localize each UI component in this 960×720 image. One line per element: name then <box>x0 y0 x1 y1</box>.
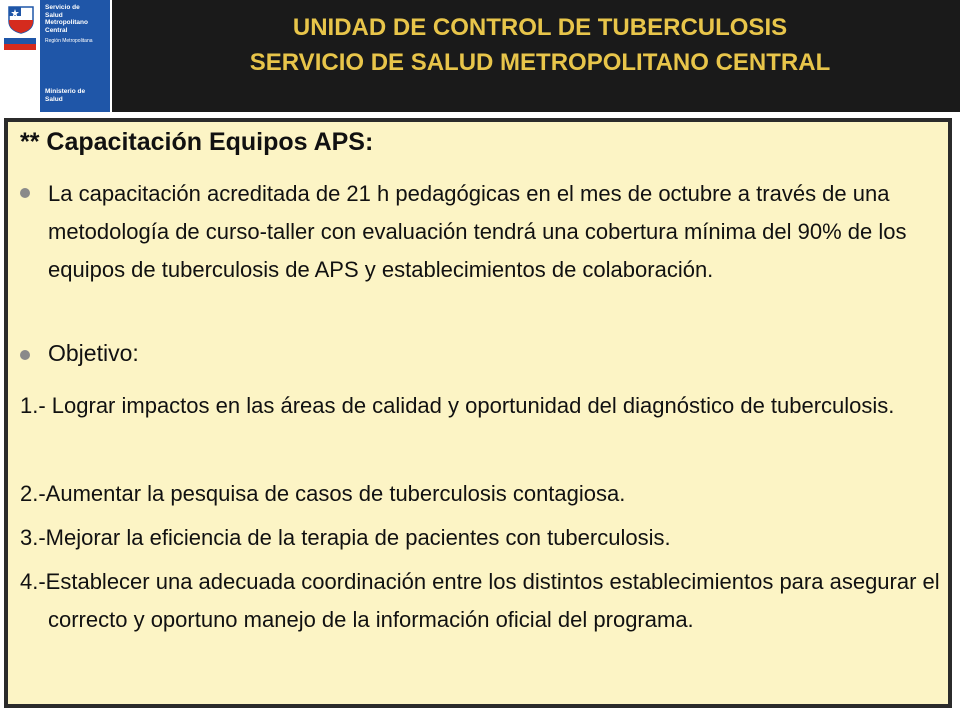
title-line-2: SERVICIO DE SALUD METROPOLITANO CENTRAL <box>249 49 831 76</box>
chile-shield-icon <box>6 4 36 34</box>
logo-line-3: Metropolitano <box>45 19 88 26</box>
objective-item-4: 4.-Establecer una adecuada coordinación entre los distintos establecimientos para asegurar el correcto y oportuno manejo de la información oficial del programa. <box>20 569 940 632</box>
training-description: La capacitación acreditada de 21 h pedagógicas en el mes de octubre a través de una metodología de curso-taller con evaluación tendrá una cobertura mínima del 90% de los equipos de tuberculosis de APS y establecimientos de colaboración. <box>48 181 907 282</box>
objective-item-1: 1.- Lograr impactos en las áreas de calidad y oportunidad del diagnóstico de tuberculosis. <box>20 393 895 418</box>
page-title <box>120 10 960 80</box>
section-title: ** Capacitación Equipos APS: <box>20 128 374 156</box>
ministry-logo <box>0 0 112 112</box>
objective-item-3: 3.-Mejorar la eficiencia de la terapia de pacientes con tuberculosis. <box>20 525 671 550</box>
logo-ministry-1: Ministerio de <box>45 88 86 95</box>
logo-line-1: Servicio de <box>45 4 80 11</box>
logo-region: Región Metropolitana <box>45 38 93 44</box>
logo-line-4: Central <box>45 26 68 34</box>
objective-item-2: 2.-Aumentar la pesquisa de casos de tuberculosis contagiosa. <box>20 481 626 506</box>
logo-stripe-red <box>4 44 36 50</box>
logo-ministry-2: Salud <box>45 95 63 103</box>
logo-line-2: Salud <box>45 11 63 19</box>
bullet-icon <box>20 350 30 360</box>
title-line-1: UNIDAD DE CONTROL DE TUBERCULOSIS <box>292 14 788 41</box>
bullet-icon <box>20 188 30 198</box>
objective-label: Objetivo: <box>48 340 139 366</box>
